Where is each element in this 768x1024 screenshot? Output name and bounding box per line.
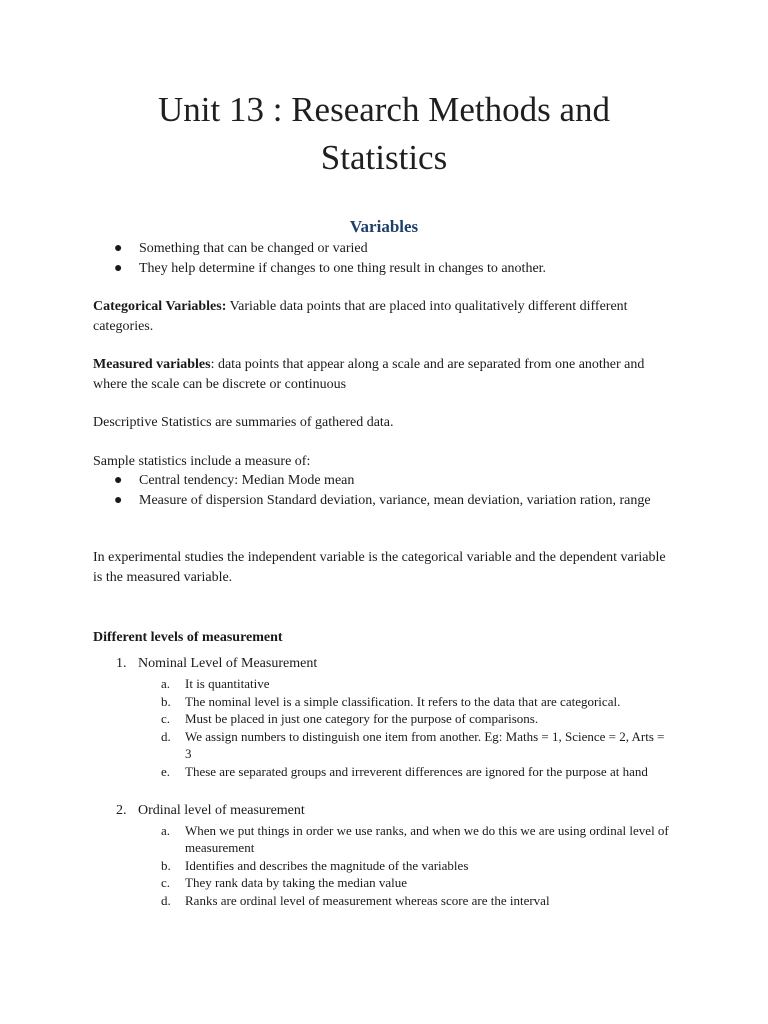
list-number: 1. [116, 656, 127, 671]
experimental-studies-paragraph: In experimental studies the independent variable is the categorical variable and the dependent variable is the measured variable. [93, 550, 666, 585]
list-item-text: These are separated groups and irreverent differences are ignored for the purpose at hand [185, 763, 648, 779]
level-title: Nominal Level of Measurement [138, 656, 318, 671]
sample-statistics-bullet-list [114, 471, 678, 511]
list-item-text: When we put things in order we use ranks, and when we do this we are using ordinal level of measurement [185, 822, 669, 856]
list-letter: c. [161, 875, 171, 891]
levels-of-measurement-heading: Different levels of measurement [93, 630, 283, 645]
list-item [138, 693, 670, 711]
list-letter: e. [161, 763, 171, 779]
list-item [114, 471, 678, 491]
title-line-2: Statistics [320, 138, 448, 177]
level-title: Ordinal level of measurement [138, 802, 305, 818]
measured-variables-paragraph [93, 355, 678, 395]
list-item [138, 874, 670, 892]
levels-numbered-list [93, 654, 678, 910]
list-item-text: Ranks are ordinal level of measurement whereas score are the interval [185, 892, 550, 908]
list-number: 2. [116, 802, 127, 818]
list-item-text: Must be placed in just one category for the purpose of comparisons. [185, 711, 539, 727]
list-item-text: They help determine if changes to one thing result in changes to another. [139, 261, 547, 276]
list-item-text: The nominal level is a simple classification. It refers to the data that are categorical. [185, 693, 621, 709]
list-letter: b. [161, 857, 171, 873]
list-item [138, 675, 670, 693]
page-title [0, 86, 768, 182]
bullet-icon: ● [114, 493, 123, 508]
bullet-icon: ● [114, 241, 123, 256]
list-item [138, 892, 670, 910]
list-item [114, 239, 546, 259]
variables-heading: Variables [349, 217, 419, 236]
measured-variables-label: Measured variables [93, 357, 211, 372]
list-letter: d. [161, 728, 171, 744]
list-letter: c. [161, 711, 171, 727]
list-item-text: Measure of dispersion Standard deviation, variance, mean deviation, variation ration, range [139, 493, 651, 508]
bullet-icon: ● [114, 473, 123, 488]
list-item-text: We assign numbers to distinguish one item from another. Eg: Maths = 1, Science = 2, Arts = 3 [185, 728, 665, 762]
ordinal-sub-list [138, 822, 678, 910]
nominal-sub-list [138, 675, 678, 781]
list-item-text: Central tendency: Median Mode mean [139, 473, 355, 488]
list-item-text: Something that can be changed or varied [139, 241, 368, 256]
level-item-nominal [93, 654, 678, 781]
list-item-text: Identifies and describes the magnitude of the variables [185, 857, 469, 873]
bullet-icon: ● [114, 261, 123, 276]
title-line-1: Unit 13 : Research Methods and [158, 90, 610, 129]
list-item [138, 763, 670, 781]
list-letter: d. [161, 892, 171, 908]
sample-statistics-intro: Sample statistics include a measure of: [93, 454, 311, 469]
list-letter: b. [161, 693, 171, 709]
categorical-variables-paragraph [93, 297, 678, 337]
list-item [114, 491, 678, 511]
level-item-ordinal [93, 801, 678, 910]
categorical-variables-text: Variable data points that are placed into qualitatively different different categories. [93, 299, 628, 334]
measured-variables-text: : data points that appear along a scale and are separated from one another and where the scale can be discrete or continuous [93, 357, 645, 392]
variables-bullet-list [114, 239, 546, 279]
list-letter: a. [161, 676, 171, 691]
list-item [138, 710, 670, 728]
list-item-text: They rank data by taking the median value [185, 875, 408, 891]
list-letter: a. [161, 822, 171, 838]
categorical-variables-label: Categorical Variables: [93, 299, 227, 314]
list-item [138, 822, 670, 857]
list-item [138, 857, 670, 875]
descriptive-statistics-paragraph: Descriptive Statistics are summaries of gathered data. [93, 415, 394, 430]
list-item [138, 728, 670, 763]
list-item-text: It is quantitative [185, 676, 270, 691]
list-item [114, 259, 546, 279]
